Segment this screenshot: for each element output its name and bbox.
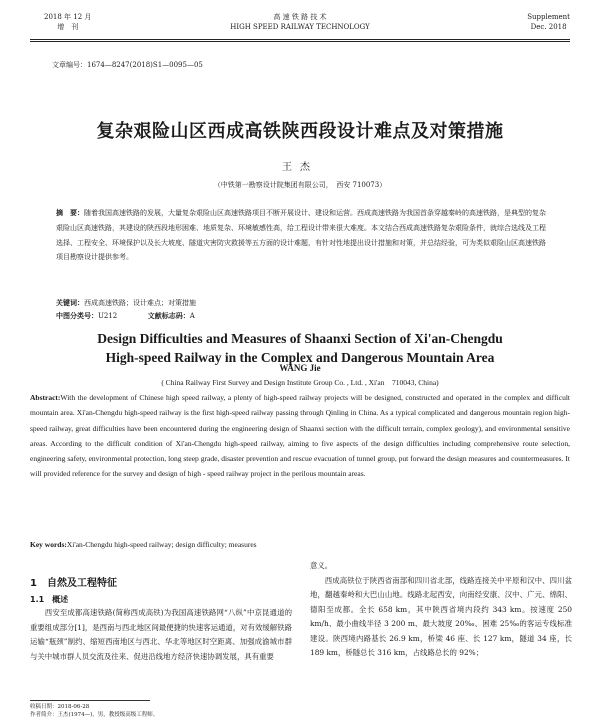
- header-supplement-cn: 增 刊: [57, 23, 79, 31]
- body-paragraph: 西安至成都高速铁路(简称西成高铁)为我国高速铁路网“八纵”中京昆通道的重要组成部分[1]，是西南与西北地区间最便捷的快速客运通道，对有效缓解铁路运输“瓶颈”制约、缩短西南地区与西北、华北等地区时空距离、加强成渝城市群与关中城市群人员交流及往来、促进沿线地方经济快速协调发展，具有重要: [30, 608, 292, 661]
- header-journal: [30, 12, 570, 32]
- english-keywords-text: Xi'an-Chengdu high-speed railway; design difficulty; measures: [66, 540, 257, 549]
- header-rule: [30, 39, 570, 42]
- body-paragraph: 西成高铁位于陕西省南部和四川省北部，线路连接关中平原和汉中、四川盆地，翻越秦岭和大巴山山地。线路北起西安，向南经安康、汉中、广元、绵阳、德阳至成都。全长 658 km，其中陕西省境内段约 343 km。按速度 250 km/h、最小曲线半径 3 200 m、最大坡度 20‰、困难 25‰的客运专线标准建设。陕西境内路基长 26.9 km，桥梁 46 座、长 127 km，隧道 34 座，长 189 km，桥隧总长 316 km，占线路总长的 92%；: [310, 575, 572, 657]
- chinese-abstract-label: 摘 要：: [56, 208, 84, 217]
- body-paragraph-continuation: 意义。: [310, 561, 333, 570]
- english-keywords: [30, 540, 570, 549]
- chinese-keywords-label: 关键词：: [56, 298, 84, 307]
- footnote-author-bio: 作者简介：王杰(1974—)，男，教授级高级工程师。: [30, 712, 159, 718]
- section-heading: 1 自然及工程特征: [30, 578, 117, 589]
- footnote-received: 收稿日期：2018-06-28: [30, 704, 90, 710]
- header-issue-en: [527, 12, 570, 32]
- chinese-keywords: [56, 296, 196, 310]
- subsection-heading: 1.1 概述: [30, 595, 69, 604]
- english-keywords-label: Key words:: [30, 540, 67, 549]
- english-author: WANG Jie: [279, 363, 321, 373]
- journal-name-cn: 高 速 铁 路 技 术: [273, 13, 327, 21]
- clc-value: U212: [98, 312, 118, 320]
- english-title-line1: Design Difficulties and Measures of Shaanxi Section of Xi'an-Chengdu: [97, 331, 503, 346]
- running-header: [30, 12, 570, 42]
- clc-label: 中图分类号：: [56, 311, 98, 320]
- classification-line: [56, 309, 195, 323]
- footnote-rule: [30, 700, 150, 701]
- english-affiliation: ( China Railway First Survey and Design Institute Group Co. , Ltd. , Xi'an 710043, China): [161, 378, 439, 387]
- body-column-left: [30, 606, 292, 664]
- english-abstract-label: Abstract:: [30, 393, 61, 402]
- doc-code-value: A: [189, 312, 195, 320]
- chinese-author: 王杰: [282, 162, 318, 173]
- footnote: [30, 703, 158, 719]
- english-abstract: [30, 390, 570, 482]
- english-title-line2: High-speed Railway in the Complex and Dangerous Mountain Area: [105, 350, 495, 365]
- header-supplement-en: Supplement: [527, 13, 570, 21]
- header-date-en: Dec. 2018: [530, 23, 567, 31]
- english-title: [0, 329, 600, 367]
- doc-code-label: 文献标志码：: [147, 311, 190, 320]
- chinese-keywords-text: 西成高速铁路；设计难点；对策措施: [84, 299, 196, 307]
- chinese-abstract-text: 随着我国高速铁路的发展，大量复杂艰险山区高速铁路项目不断开展设计、建设和运营。西成高速铁路为我国首条穿越秦岭的高速铁路，是典型的复杂艰险山区高速铁路，其建设的陕西段地形困难、地质复杂、环境敏感性高，给工程设计带来很大难度。本文结合西成高速铁路复杂艰险条件，就综合选线及工程选择、工程安全、环境保护以及长大坡度、隧道灾害防灾救援等五方面的设计难题，有针对性地提出设计措施和对策，并总结经验，可为类似艰险山区高速铁路项目勘察设计提供参考。: [56, 209, 546, 262]
- journal-name-en: HIGH SPEED RAILWAY TECHNOLOGY: [230, 23, 370, 31]
- chinese-affiliation: （中铁第一勘察设计院集团有限公司， 西安 710073）: [213, 181, 387, 189]
- chinese-abstract: [56, 206, 546, 265]
- chinese-title: 复杂艰险山区西成高铁陕西段设计难点及对策措施: [96, 121, 504, 142]
- body-column-right: [310, 559, 572, 661]
- english-abstract-text: With the development of Chinese high speed railway, a plenty of high-speed railway projects will be designed, constructed and operated in the complex and difficult mountain area. Xi'an-Chengdu high-speed railway is the first high-speed railway passing through Qinling in China. As a typical complicated and dangerous mountain region high-speed railway, great difficulties have been encountered during the engineering design of Shaanxi section with the difficult terrain, complex geology), and environmental sensitive areas. According to the difficult condition of Xi'an-Chengdu high-speed railway, aiming to five aspects of the design difficulties including comprehensive route selection, engineering safety, environmental protection, long steep grade, disaster prevention and rescue evacuation of tunnel group, put forward the design measures and countermeasures. It will provided reference for the survey and design of high - speed railway project in the perilous mountain areas.: [30, 393, 570, 479]
- article-number: 文章编号：1674—8247(2018)S1—0095—05: [52, 61, 203, 69]
- header-date: 2018 年 12 月: [44, 13, 92, 21]
